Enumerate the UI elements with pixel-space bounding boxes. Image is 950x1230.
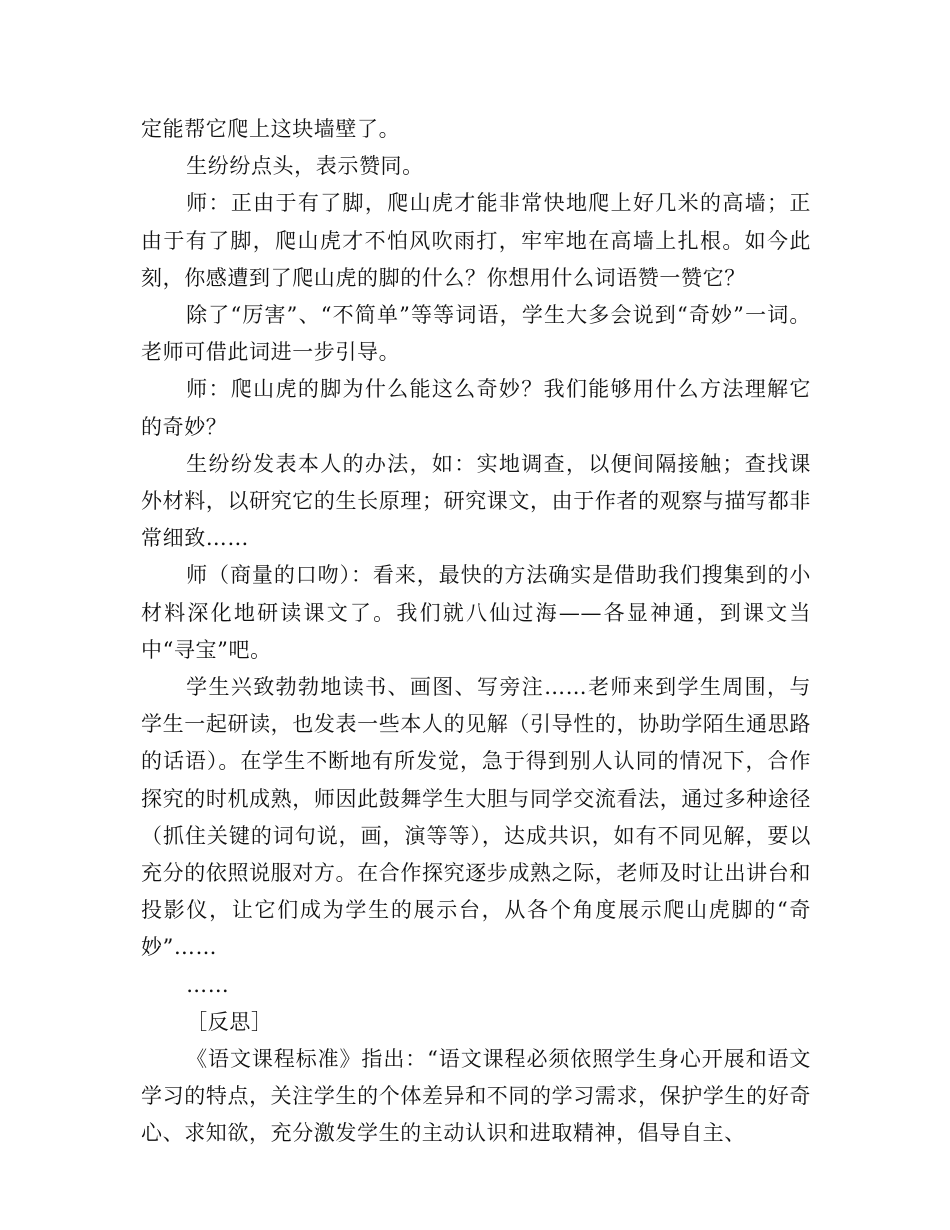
paragraph-teacher-question-2: 师：爬山虎的脚为什么能这么奇妙？我们能够用什么方法理解它的奇妙？: [141, 377, 811, 439]
paragraph-teacher-guidance: 师（商量的口吻）：看来，最快的方法确实是借助我们搜集到的小材料深化地研读课文了。我们就八仙过海——各显神通，到课文当中“寻宝”吧。: [141, 563, 811, 662]
paragraph-curriculum-standard: 《语文课程标准》指出：“语文课程必须依照学生身心开展和语文学习的特点，关注学生的个体差异和不同的学习需求，保护学生的好奇心、求知欲，充分激发学生的主动认识和进取精神，倡导自主、: [141, 1047, 811, 1146]
paragraph-ellipsis: ……: [186, 972, 230, 997]
paragraph-students-agree: 生纷纷点头，表示赞同。: [186, 154, 424, 179]
paragraph-student-methods: 生纷纷发表本人的办法，如：实地调查，以便间隔接触；查找课外材料，以研究它的生长原理；研究课文，由于作者的观察与描写都非常细致……: [141, 451, 811, 551]
paragraph-continuation: 定能帮它爬上这块墙壁了。: [141, 117, 401, 141]
section-heading-reflection: ［反思］: [186, 1009, 273, 1034]
paragraph-student-words: 除了“厉害”、“不简单”等等词语，学生大多会说到“奇妙”一词。老师可借此词进一步引导。: [141, 303, 811, 365]
document-body: [141, 111, 811, 1153]
paragraph-teacher-question-1: 师：正由于有了脚，爬山虎才能非常快地爬上好几米的高墙；正由于有了脚，爬山虎才不怕风吹雨打，牢牢地在高墙上扎根。如今此刻，你感遭到了爬山虎的脚的什么？你想用什么词语赞一赞它？: [141, 191, 811, 290]
paragraph-cooperative-study: 学生兴致勃勃地读书、画图、写旁注……老师来到学生周围，与学生一起研读，也发表一些本人的见解（引导性的，协助学陌生通思路的话语）。在学生不断地有所发觉，急于得到别人认同的情况下，合作探究的时机成熟，师因此鼓舞学生大胆与同学交流看法，通过多种途径（抓住关键的词句说，画，演等等），达成共识，如有不同见解，要以充分的依照说服对方。在合作探究逐步成熟之际，老师及时让出讲台和投影仪，让它们成为学生的展示台，从各个角度展示爬山虎脚的“奇妙”……: [141, 675, 811, 960]
